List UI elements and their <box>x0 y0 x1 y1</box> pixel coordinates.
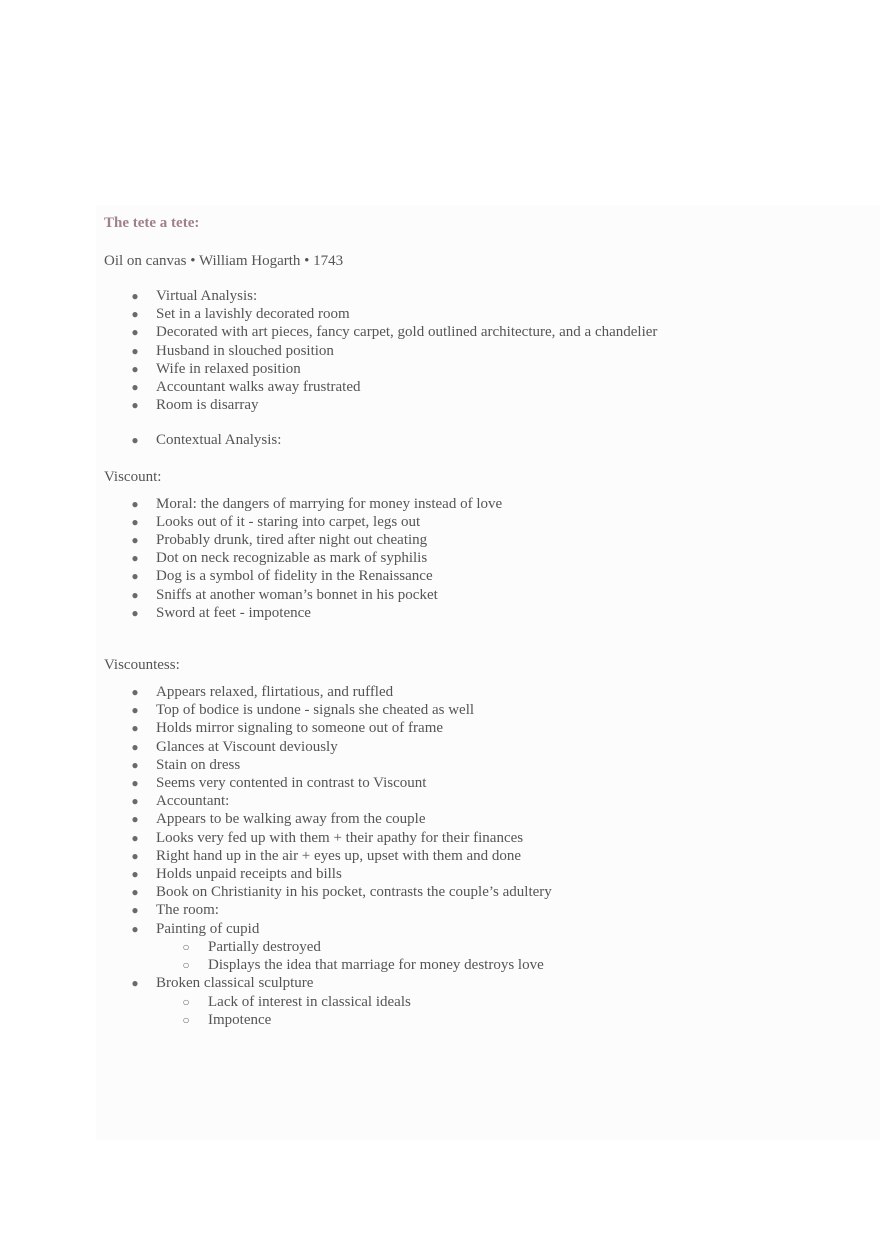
cupid-sub-list <box>156 938 844 974</box>
list-item: ● Sword at feet - impotence <box>104 604 844 622</box>
bullet-icon: ● <box>131 533 139 548</box>
bullet-icon: ● <box>131 739 139 754</box>
list-item: ● Appears relaxed, flirtatious, and ruffled <box>104 683 844 701</box>
artwork-caption: Oil on canvas • William Hogarth • 1743 <box>104 253 344 269</box>
document-title: The tete a tete: <box>104 215 200 231</box>
list-item: ● Holds mirror signaling to someone out of frame <box>104 719 844 737</box>
bullet-icon: ● <box>131 587 139 602</box>
circle-bullet-icon: ○ <box>182 1012 190 1027</box>
bullet-icon: ● <box>131 721 139 736</box>
list-item: ● Right hand up in the air + eyes up, upset with them and done <box>104 847 844 865</box>
list-item: ● Seems very contented in contrast to Viscount <box>104 774 844 792</box>
list-item: ● Decorated with art pieces, fancy carpet, gold outlined architecture, and a chandelier <box>104 323 844 341</box>
bullet-icon: ● <box>131 569 139 584</box>
bullet-icon: ● <box>131 885 139 900</box>
list-item: ● Dog is a symbol of fidelity in the Renaissance <box>104 567 844 585</box>
bullet-icon: ● <box>131 551 139 566</box>
list-item: ● Set in a lavishly decorated room <box>104 305 844 323</box>
sub-list-item: ○ Partially destroyed <box>156 938 844 956</box>
viscountess-list <box>104 683 844 1029</box>
bullet-icon: ● <box>131 343 139 358</box>
bullet-icon: ● <box>131 921 139 936</box>
bullet-icon: ● <box>131 903 139 918</box>
list-item: ● Top of bodice is undone - signals she cheated as well <box>104 701 844 719</box>
bullet-icon: ● <box>131 380 139 395</box>
bullet-icon: ● <box>131 867 139 882</box>
list-item: ● Wife in relaxed position <box>104 360 844 378</box>
list-item: ● Stain on dress <box>104 756 844 774</box>
contextual-analysis-list <box>104 431 844 449</box>
list-item: ● Looks out of it - staring into carpet, legs out <box>104 513 844 531</box>
list-item: ● Painting of cupid ○ Partially destroyed ○ Displays the idea that marriage for money destroys love <box>104 920 844 975</box>
bullet-icon: ● <box>131 976 139 991</box>
bullet-icon: ● <box>131 496 139 511</box>
list-item: ● Broken classical sculpture ○ Lack of interest in classical ideals ○ Impotence <box>104 974 844 1029</box>
circle-bullet-icon: ○ <box>182 994 190 1009</box>
bullet-icon: ● <box>131 685 139 700</box>
bullet-icon: ● <box>131 757 139 772</box>
sub-list-item: ○ Lack of interest in classical ideals <box>156 993 844 1011</box>
sub-list-item: ○ Impotence <box>156 1011 844 1029</box>
bullet-icon: ● <box>131 325 139 340</box>
viscount-list <box>104 495 844 622</box>
list-item: ● Moral: the dangers of marrying for money instead of love <box>104 495 844 513</box>
bullet-icon: ● <box>131 703 139 718</box>
bullet-icon: ● <box>131 289 139 303</box>
sculpture-sub-list <box>156 993 844 1029</box>
list-item: ● Appears to be walking away from the couple <box>104 810 844 828</box>
bullet-icon: ● <box>131 830 139 845</box>
list-item: ● Probably drunk, tired after night out cheating <box>104 531 844 549</box>
list-item: ● The room: <box>104 901 844 919</box>
viscount-heading: Viscount: <box>104 468 162 485</box>
bullet-icon: ● <box>131 307 139 322</box>
list-item: ● Accountant walks away frustrated <box>104 378 844 396</box>
list-item: ● Accountant: <box>104 792 844 810</box>
list-item: ● Contextual Analysis: <box>104 431 844 449</box>
sub-list-item: ○ Displays the idea that marriage for money destroys love <box>156 956 844 974</box>
bullet-icon: ● <box>131 398 139 413</box>
bullet-icon: ● <box>131 361 139 376</box>
bullet-icon: ● <box>131 812 139 827</box>
circle-bullet-icon: ○ <box>182 939 190 954</box>
list-item: ● Glances at Viscount deviously <box>104 738 844 756</box>
list-item: ● Sniffs at another woman’s bonnet in his pocket <box>104 586 844 604</box>
bullet-icon: ● <box>131 848 139 863</box>
circle-bullet-icon: ○ <box>182 958 190 973</box>
bullet-icon: ● <box>131 794 139 809</box>
viscountess-heading: Viscountess: <box>104 657 180 674</box>
list-item: ● Holds unpaid receipts and bills <box>104 865 844 883</box>
visual-analysis-list <box>104 287 844 414</box>
bullet-icon: ● <box>131 605 139 620</box>
document-body <box>104 214 844 1029</box>
bullet-icon: ● <box>131 776 139 791</box>
list-item: ● Looks very fed up with them + their apathy for their finances <box>104 829 844 847</box>
list-item: ● Husband in slouched position <box>104 342 844 360</box>
bullet-icon: ● <box>131 514 139 529</box>
list-item: ● Room is disarray <box>104 396 844 414</box>
list-item: ● Book on Christianity in his pocket, contrasts the couple’s adultery <box>104 883 844 901</box>
bullet-icon: ● <box>131 433 139 448</box>
list-item: ● Virtual Analysis: <box>104 287 844 305</box>
list-item: ● Dot on neck recognizable as mark of syphilis <box>104 549 844 567</box>
